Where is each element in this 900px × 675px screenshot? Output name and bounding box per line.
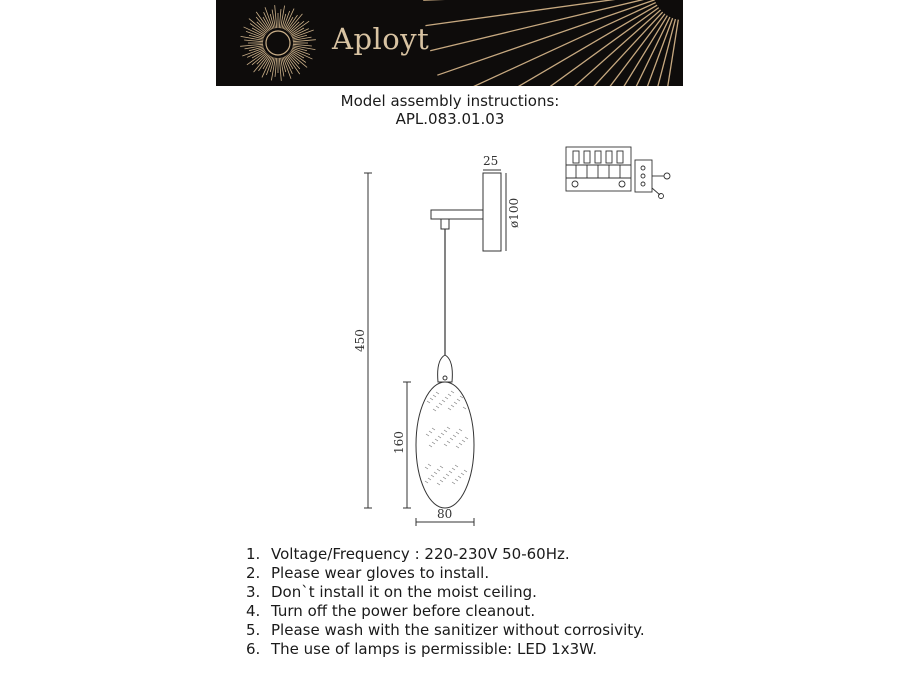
- dim-label-shade-height: 160: [392, 431, 406, 454]
- terminal-block-diagram: [566, 147, 670, 199]
- instructions-list: [246, 545, 645, 659]
- wall-backplate: [483, 173, 501, 251]
- instruction-item: 5. Please wash with the sanitizer without corrosivity.: [246, 621, 645, 639]
- dim-label-diameter: ø100: [507, 197, 521, 228]
- model-number: APL.083.01.03: [395, 110, 505, 128]
- shade-cap: [438, 355, 453, 382]
- instruction-item: 1. Voltage/Frequency : 220-230V 50-60Hz.: [246, 545, 570, 563]
- mounting-arm: [431, 210, 483, 219]
- instruction-item: 2. Please wear gloves to install.: [246, 564, 490, 582]
- dim-label-shade-width: 80: [437, 507, 453, 521]
- dim-label-width: 25: [483, 154, 499, 168]
- page-title: Model assembly instructions:: [340, 92, 560, 110]
- instruction-item: 4. Turn off the power before cleanout.: [246, 602, 536, 620]
- brand-name: Aployt: [332, 22, 430, 56]
- instruction-item: 6. The use of lamps is permissible: LED 1x3W.: [246, 640, 598, 658]
- dim-label-total-height: 450: [353, 329, 367, 352]
- cable-holder: [441, 219, 449, 229]
- instruction-item: 3. Don`t install it on the moist ceiling.: [246, 583, 537, 601]
